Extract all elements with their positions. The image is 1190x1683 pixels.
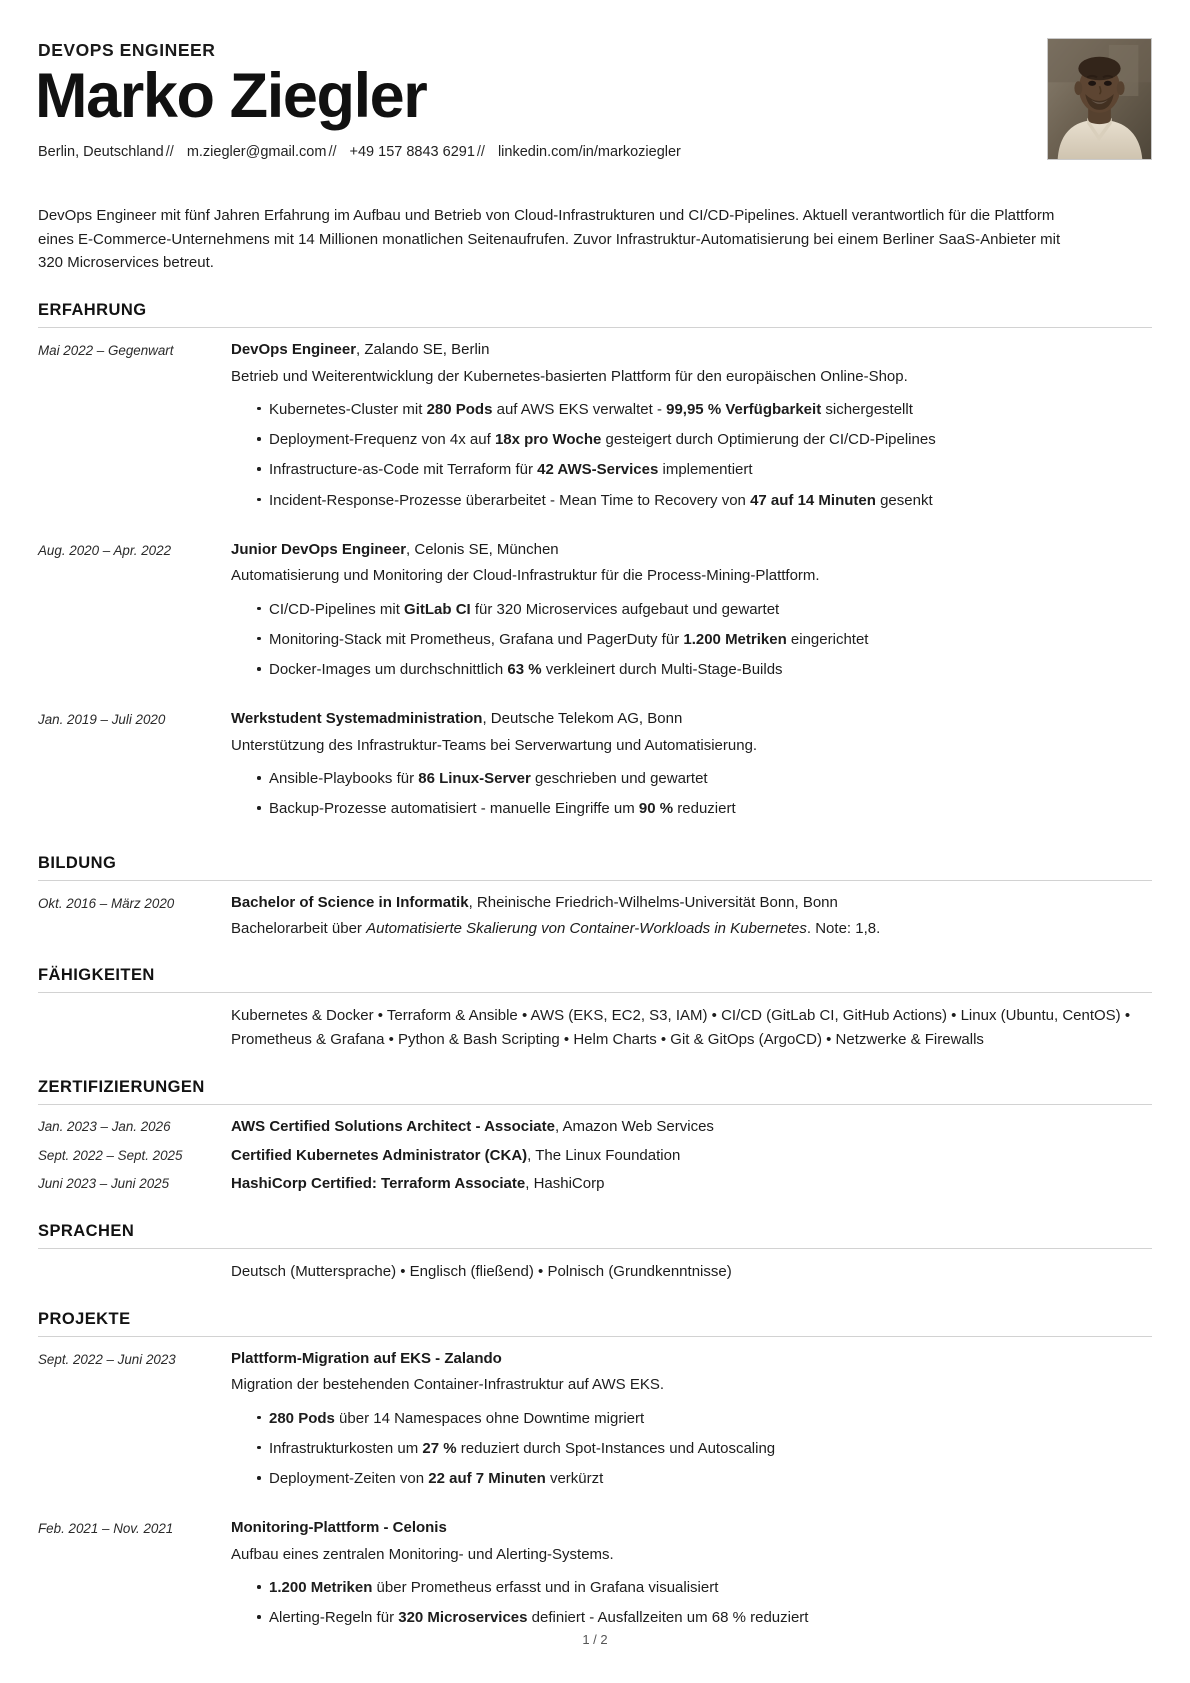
bullet-item: Infrastrukturkosten um 27 % reduziert durch Spot-Instances und Autoscaling bbox=[257, 1437, 1152, 1460]
certification-date: Juni 2023 – Juni 2025 bbox=[38, 1176, 170, 1192]
certification-issuer: , HashiCorp bbox=[525, 1175, 605, 1193]
section-divider bbox=[38, 880, 1152, 881]
bullet-item: Kubernetes-Cluster mit 280 Pods auf AWS EKS verwaltet - 99,95 % Verfügbarkeit sichergestellt bbox=[257, 398, 1152, 421]
certification-entry bbox=[38, 1173, 1152, 1196]
section-languages bbox=[38, 1222, 1152, 1284]
section-divider bbox=[38, 327, 1152, 328]
section-certifications bbox=[38, 1078, 1152, 1196]
project-description: Aufbau eines zentralen Monitoring- und Alerting-Systems. bbox=[231, 1545, 614, 1563]
experience-company: , Celonis SE, München bbox=[406, 540, 559, 558]
section-title-languages: SPRACHEN bbox=[38, 1221, 135, 1240]
experience-description: Betrieb und Weiterentwicklung der Kubernetes-basierten Plattform für den europäischen Online-Shop. bbox=[231, 367, 908, 385]
certification-name: HashiCorp Certified: Terraform Associate bbox=[231, 1175, 526, 1193]
section-skills bbox=[38, 966, 1152, 1052]
section-title-skills: FÄHIGKEITEN bbox=[38, 966, 155, 985]
certification-heading bbox=[231, 1173, 1152, 1196]
page-footer: 1 / 2 bbox=[582, 1632, 608, 1647]
bullet-item: 280 Pods über 14 Namespaces ohne Downtime migriert bbox=[257, 1407, 1152, 1430]
certification-entry bbox=[38, 1116, 1152, 1139]
bullet-item: Deployment-Frequenz von 4x auf 18x pro Woche gesteigert durch Optimierung der CI/CD-Pipelines bbox=[257, 428, 1152, 451]
certification-entry bbox=[38, 1145, 1152, 1168]
certification-heading bbox=[231, 1145, 1152, 1168]
project-description: Migration der bestehenden Container-Infrastruktur auf AWS EKS. bbox=[231, 1376, 665, 1394]
project-date: Sept. 2022 – Juni 2023 bbox=[38, 1351, 176, 1367]
experience-entry bbox=[38, 708, 1152, 827]
section-title-experience: ERFAHRUNG bbox=[38, 301, 147, 320]
experience-description: Unterstützung des Infrastruktur-Teams bei Serverwartung und Automatisierung. bbox=[231, 736, 758, 754]
certification-date: Sept. 2022 – Sept. 2025 bbox=[38, 1147, 183, 1163]
bullet-item: Backup-Prozesse automatisiert - manuelle Eingriffe um 90 % reduziert bbox=[257, 797, 1152, 820]
section-projects bbox=[38, 1310, 1152, 1637]
contact-location: Berlin, Deutschland bbox=[38, 143, 164, 160]
bullet-item: CI/CD-Pipelines mit GitLab CI für 320 Microservices aufgebaut und gewartet bbox=[257, 598, 1152, 621]
project-heading bbox=[231, 1517, 1152, 1540]
experience-role: Werkstudent Systemadministration bbox=[231, 710, 483, 728]
job-title-eyebrow: DEVOPS ENGINEER bbox=[38, 40, 216, 60]
project-name: Monitoring-Plattform - Celonis bbox=[231, 1519, 447, 1537]
experience-date: Aug. 2020 – Apr. 2022 bbox=[38, 542, 172, 558]
experience-date: Jan. 2019 – Juli 2020 bbox=[38, 712, 166, 728]
profile-photo bbox=[1047, 38, 1152, 160]
section-divider bbox=[38, 1336, 1152, 1337]
experience-bullets bbox=[231, 398, 1152, 512]
education-date: Okt. 2016 – März 2020 bbox=[38, 895, 175, 911]
certification-heading bbox=[231, 1116, 1152, 1139]
skills-text: Kubernetes & Docker • Terraform & Ansible • AWS (EKS, EC2, S3, IAM) • CI/CD (GitLab CI, GitHub Actions) • Linux (Ubuntu, CentOS) • Prometheus & Grafana • Python & Bash Scripting • Helm Charts • Git & GitOps (ArgoCD) • Netzwerke & Firewalls bbox=[231, 1007, 1131, 1049]
contact-separator-1: // bbox=[165, 143, 174, 160]
certification-name: AWS Certified Solutions Architect - Associate bbox=[231, 1118, 555, 1136]
bullet-item: Infrastructure-as-Code mit Terraform für 42 AWS-Services implementiert bbox=[257, 458, 1152, 481]
contact-linkedin[interactable]: linkedin.com/in/markoziegler bbox=[497, 143, 681, 160]
certification-name: Certified Kubernetes Administrator (CKA) bbox=[231, 1146, 528, 1164]
contact-line bbox=[38, 142, 1152, 164]
education-degree: Bachelor of Science in Informatik bbox=[231, 893, 469, 911]
section-title-education: BILDUNG bbox=[38, 853, 117, 872]
section-divider bbox=[38, 1104, 1152, 1105]
project-entry bbox=[38, 1517, 1152, 1636]
project-name: Plattform-Migration auf EKS - Zalando bbox=[231, 1349, 502, 1367]
experience-role: Junior DevOps Engineer bbox=[231, 540, 407, 558]
experience-heading bbox=[231, 339, 1152, 362]
section-divider bbox=[38, 1248, 1152, 1249]
project-date: Feb. 2021 – Nov. 2021 bbox=[38, 1521, 174, 1537]
bullet-item: Docker-Images um durchschnittlich 63 % verkleinert durch Multi-Stage-Builds bbox=[257, 658, 1152, 681]
languages-text: Deutsch (Muttersprache) • Englisch (fließend) • Polnisch (Grundkenntnisse) bbox=[231, 1262, 732, 1280]
certification-date: Jan. 2023 – Jan. 2026 bbox=[38, 1119, 171, 1135]
candidate-name: Marko Ziegler bbox=[35, 61, 427, 131]
section-title-certifications: ZERTIFIZIERUNGEN bbox=[38, 1078, 205, 1097]
education-entry bbox=[38, 892, 1152, 941]
experience-heading bbox=[231, 539, 1152, 562]
section-title-projects: PROJEKTE bbox=[38, 1309, 131, 1328]
bullet-item: Monitoring-Stack mit Prometheus, Grafana und PagerDuty für 1.200 Metriken eingerichtet bbox=[257, 628, 1152, 651]
education-detail: Bachelorarbeit über Automatisierte Skalierung von Container-Workloads in Kubernetes. Note: 1,8. bbox=[231, 920, 881, 938]
experience-date: Mai 2022 – Gegenwart bbox=[38, 343, 174, 359]
contact-email[interactable]: m.ziegler@gmail.com bbox=[186, 143, 327, 160]
experience-entry bbox=[38, 539, 1152, 689]
professional-summary: DevOps Engineer mit fünf Jahren Erfahrung im Aufbau und Betrieb von Cloud-Infrastrukturen und CI/CD-Pipelines. Aktuell verantwortlich für die Plattform eines E-Commerce-Unternehmens mit 14 Millionen monatlichen Seitenaufrufen. Zuvor Infrastruktur-Automatisierung bei einem Berliner SaaS-Anbieter mit 320 Microservices betreut. bbox=[38, 207, 1061, 272]
section-divider bbox=[38, 992, 1152, 993]
experience-bullets bbox=[231, 598, 1152, 682]
experience-company: , Deutsche Telekom AG, Bonn bbox=[482, 710, 683, 728]
contact-separator-2: // bbox=[328, 143, 337, 160]
contact-separator-3: // bbox=[476, 143, 485, 160]
contact-phone[interactable]: +49 157 8843 6291 bbox=[349, 143, 475, 160]
education-heading bbox=[231, 892, 1152, 915]
certification-issuer: , Amazon Web Services bbox=[554, 1118, 714, 1136]
project-bullets bbox=[231, 1576, 1152, 1630]
bullet-item: 1.200 Metriken über Prometheus erfasst und in Grafana visualisiert bbox=[257, 1576, 1152, 1599]
project-heading bbox=[231, 1348, 1152, 1371]
resume-header bbox=[35, 40, 1152, 180]
experience-description: Automatisierung und Monitoring der Cloud-Infrastruktur für die Process-Mining-Plattform. bbox=[231, 567, 820, 585]
bullet-item: Incident-Response-Prozesse überarbeitet - Mean Time to Recovery von 47 auf 14 Minuten gesenkt bbox=[257, 489, 1152, 512]
experience-bullets bbox=[231, 767, 1152, 821]
experience-heading bbox=[231, 708, 1152, 731]
bullet-item: Alerting-Regeln für 320 Microservices definiert - Ausfallzeiten um 68 % reduziert bbox=[257, 1606, 1152, 1629]
education-institution: , Rheinische Friedrich-Wilhelms-Universität Bonn, Bonn bbox=[468, 893, 838, 911]
certification-issuer: , The Linux Foundation bbox=[527, 1146, 681, 1164]
project-entry bbox=[38, 1348, 1152, 1498]
section-education bbox=[38, 854, 1152, 941]
experience-entry bbox=[38, 339, 1152, 519]
section-experience bbox=[38, 301, 1152, 828]
bullet-item: Ansible-Playbooks für 86 Linux-Server geschrieben und gewartet bbox=[257, 767, 1152, 790]
experience-role: DevOps Engineer bbox=[231, 341, 357, 359]
project-bullets bbox=[231, 1407, 1152, 1491]
bullet-item: Deployment-Zeiten von 22 auf 7 Minuten verkürzt bbox=[257, 1467, 1152, 1490]
experience-company: , Zalando SE, Berlin bbox=[356, 341, 490, 359]
